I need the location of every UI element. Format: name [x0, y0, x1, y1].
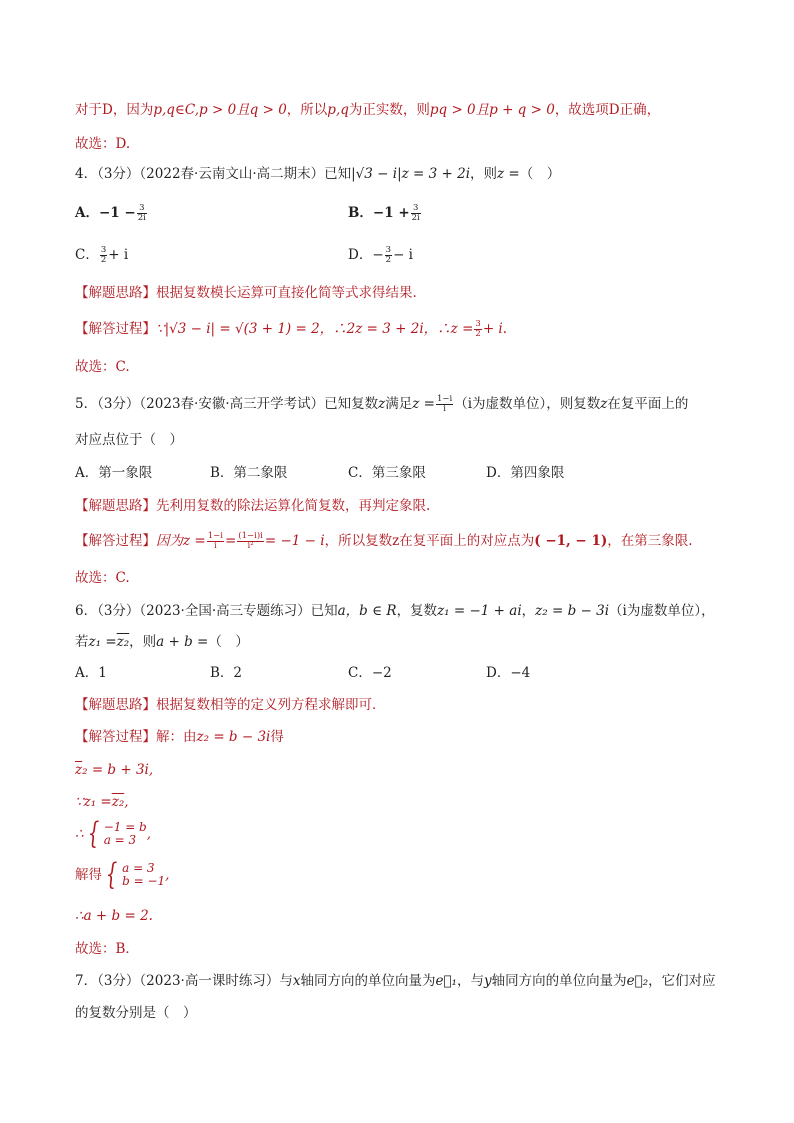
- fraction: $\frac{3}{2}$: [475, 319, 481, 339]
- q5-option-d: D．第四象限: [486, 465, 565, 481]
- q6-step-3: ∴ { −1 = b a = 3 ,: [75, 816, 152, 851]
- question-5-stem-line2: 对应点位于（ ）: [75, 432, 183, 448]
- q6-answer: 故选：B．: [75, 941, 139, 957]
- q6-step-2: ∵z₁ =z₂,: [75, 794, 129, 810]
- q5-option-a: A．第一象限: [75, 465, 153, 481]
- q4-option-d: D．− $\frac{3}{2}$ − i: [348, 245, 413, 265]
- fraction: $\frac{3}{2i}$: [411, 203, 420, 223]
- q6-step-4: 解得 { a = 3 b = −1 ,: [75, 857, 170, 892]
- q5-option-b: B．第二象限: [210, 465, 288, 481]
- fraction: $\frac{3}{2i}$: [137, 203, 146, 223]
- q4-option-b: B．−1 + $\frac{3}{2i}$: [348, 203, 420, 223]
- fraction: $\frac{1-i}{i}$: [436, 394, 453, 414]
- fraction: $\frac{(1-i)i}{\text{i²}}$: [238, 531, 263, 551]
- question-7-stem-line2: 的复数分别是（ ）: [75, 1005, 197, 1021]
- fraction: $\frac{3}{2}$: [385, 245, 392, 265]
- q6-option-b: B．2: [210, 665, 243, 681]
- q4-answer: 故选：C.: [75, 359, 130, 375]
- q4-thinking: 【解题思路】根据复数模长运算可直接化简等式求得结果.: [75, 285, 417, 301]
- q5-thinking: 【解题思路】先利用复数的除法运算化简复数，再判定象限.: [75, 498, 431, 514]
- q6-step-1: $\overline{z}_2 = b + 3i$,: [75, 762, 154, 778]
- left-brace-icon: {: [105, 857, 118, 892]
- q6-step-5: ∴a + b = 2.: [75, 908, 153, 924]
- q6-option-d: D．−4: [486, 665, 531, 681]
- q6-option-a: A．1: [75, 665, 107, 681]
- q5-option-c: C．第三象限: [348, 465, 426, 481]
- solution-d-line: 对于D，因为p,q∈C,p > 0且q > 0，所以p,q为正实数，则pq > 0且p + q > 0，故选项D正确，: [75, 102, 661, 118]
- q6-process: 【解答过程】解：由z₂ = b − 3i得: [75, 729, 284, 745]
- q6-option-c: C．−2: [348, 665, 392, 681]
- question-7-stem: 7．（3分）（2023·高一课时练习）与x轴同方向的单位向量为e⃗₁，与y轴同方向的单位向量为e⃗₂，它们对应: [75, 973, 716, 989]
- question-4-stem: 4．（3分）（2022春·云南文山·高二期末）已知|√3 − i|z = 3 + 2i，则z =（ ）: [75, 166, 561, 182]
- question-6-stem: 6．（3分）（2023·全国·高三专题练习）已知a，b ∈ R，复数z₁ = −1 + ai，z₂ = b − 3i（i为虚数单位），: [75, 603, 715, 619]
- q5-answer: 故选：C.: [75, 570, 130, 586]
- left-brace-icon: {: [87, 816, 99, 851]
- fraction: $\frac{1-i}{i}$: [207, 531, 223, 551]
- q5-process: 【解答过程】因为z = $\frac{1-i}{i}$ = $\frac{(1-i)i}{\text{i²}}$ = −1 − i，所以复数z在复平面上的对应点为( −1, − 1)，在第三象限.: [75, 531, 693, 551]
- question-5-stem: 5．（3分）（2023春·安徽·高三开学考试）已知复数z满足z = $\frac{1-i}{i}$ （i为虚数单位），则复数z在复平面上的: [75, 394, 689, 414]
- q4-option-a: A．−1 − $\frac{3}{2i}$: [75, 203, 146, 223]
- answer-line: 故选：D.: [75, 136, 131, 152]
- q4-process: 【解答过程】∵|√3 − i| = √(3 + 1) = 2，∴2z = 3 + 2i，∴z = $\frac{3}{2}$ + i.: [75, 319, 508, 339]
- q4-option-c: C． $\frac{3}{2}$ + i: [75, 245, 129, 265]
- question-6-stem-line2: 若z₁ =z₂，则a + b =（ ）: [75, 634, 249, 650]
- fraction: $\frac{3}{2}$: [100, 245, 107, 265]
- q6-thinking: 【解题思路】根据复数相等的定义列方程求解即可．: [75, 697, 386, 713]
